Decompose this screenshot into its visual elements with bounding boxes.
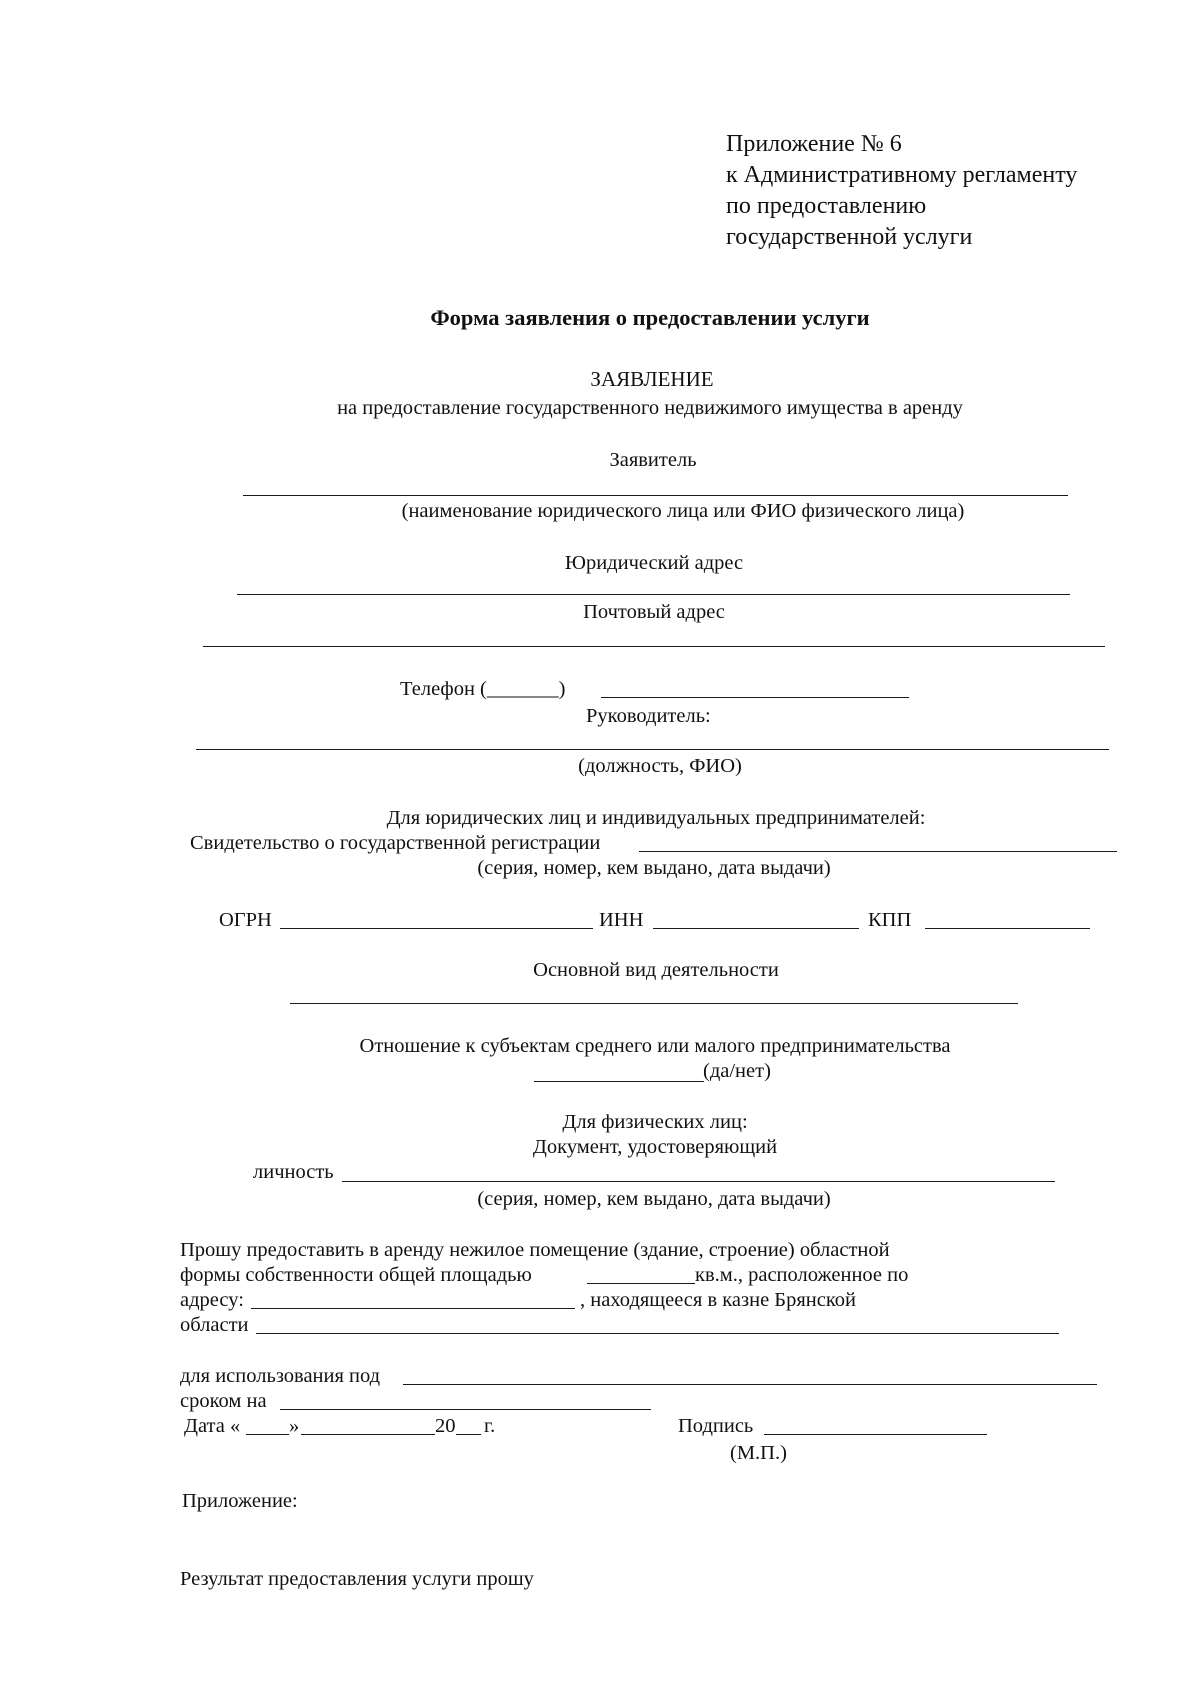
identity-doc-label-2: личность xyxy=(253,1161,334,1183)
head-person-field-line[interactable] xyxy=(196,749,1109,750)
applicant-label: Заявитель xyxy=(609,449,697,471)
ogrn-label: ОГРН xyxy=(219,909,272,931)
kpp-label: КПП xyxy=(868,909,912,931)
request-line-2a: формы собственности общей площадью xyxy=(180,1264,532,1286)
address-field-line[interactable] xyxy=(251,1308,575,1309)
date-year-suffix: г. xyxy=(484,1415,496,1437)
ogrn-field-line[interactable] xyxy=(280,928,593,929)
signature-field-line[interactable] xyxy=(764,1434,987,1435)
term-field-line[interactable] xyxy=(280,1409,651,1410)
date-day-field-line[interactable] xyxy=(246,1434,289,1435)
request-line-4: области xyxy=(180,1314,249,1336)
statement-heading: ЗАЯВЛЕНИЕ xyxy=(590,367,714,391)
head-person-hint: (должность, ФИО) xyxy=(578,755,742,777)
form-title: Форма заявления о предоставлении услуги xyxy=(430,305,870,330)
usage-field-line[interactable] xyxy=(403,1384,1097,1385)
term-label: сроком на xyxy=(180,1390,267,1412)
request-line-3b: , находящееся в казне Брянской xyxy=(580,1289,856,1311)
registration-field-line[interactable] xyxy=(639,851,1117,852)
inn-label: ИНН xyxy=(599,909,644,931)
sme-label: Отношение к субъектам среднего или малого предпринимательства xyxy=(359,1035,951,1057)
appendix-line-2: к Административному регламенту xyxy=(726,162,1078,188)
postal-address-label: Почтовый адрес xyxy=(583,601,725,623)
applicant-hint: (наименование юридического лица или ФИО физического лица) xyxy=(401,500,965,522)
legal-address-label: Юридический адрес xyxy=(564,552,744,574)
applicant-field-line[interactable] xyxy=(243,495,1068,496)
date-month-field-line[interactable] xyxy=(301,1434,435,1435)
postal-address-field-line[interactable] xyxy=(203,646,1105,647)
appendix-line-1: Приложение № 6 xyxy=(726,131,902,157)
appendix-line-4: государственной услуги xyxy=(726,224,973,250)
sme-answer-hint: (да/нет) xyxy=(703,1060,771,1082)
identity-doc-label-1: Документ, удостоверяющий xyxy=(532,1136,778,1158)
stamp-placeholder: (М.П.) xyxy=(730,1442,787,1464)
statement-subheading: на предоставление государственного недвижимого имущества в аренду xyxy=(337,397,963,419)
sme-field-line[interactable] xyxy=(534,1081,704,1082)
registration-label: Свидетельство о государственной регистрации xyxy=(190,832,601,854)
activity-field-line[interactable] xyxy=(290,1003,1018,1004)
legal-address-field-line[interactable] xyxy=(237,594,1070,595)
region-field-line[interactable] xyxy=(256,1333,1059,1334)
appendix-line-3: по предоставлению xyxy=(726,193,927,219)
request-line-3a: адресу: xyxy=(180,1289,244,1311)
identity-doc-field-line[interactable] xyxy=(342,1181,1055,1182)
activity-label: Основной вид деятельности xyxy=(533,959,779,981)
registration-hint: (серия, номер, кем выдано, дата выдачи) xyxy=(477,857,831,879)
date-quote-close: » xyxy=(289,1415,300,1437)
area-field-line[interactable] xyxy=(587,1283,695,1284)
head-person-label: Руководитель: xyxy=(586,705,711,727)
date-prefix: Дата « xyxy=(184,1415,241,1437)
individuals-heading: Для физических лиц: xyxy=(562,1111,748,1133)
attachment-label: Приложение: xyxy=(182,1490,298,1512)
request-line-1: Прошу предоставить в аренду нежилое помещение (здание, строение) областной xyxy=(180,1239,890,1261)
phone-field-line[interactable] xyxy=(601,697,909,698)
date-year-prefix: 20 xyxy=(435,1415,456,1437)
legal-entities-heading: Для юридических лиц и индивидуальных предпринимателей: xyxy=(386,807,926,829)
phone-label: Телефон (_______) xyxy=(400,678,566,700)
date-year-field-line[interactable] xyxy=(456,1434,481,1435)
request-line-2b: кв.м., расположенное по xyxy=(695,1264,909,1286)
result-label: Результат предоставления услуги прошу xyxy=(180,1568,534,1590)
signature-label: Подпись xyxy=(678,1415,754,1437)
kpp-field-line[interactable] xyxy=(925,928,1090,929)
usage-label: для использования под xyxy=(180,1365,381,1387)
identity-doc-hint: (серия, номер, кем выдано, дата выдачи) xyxy=(477,1188,831,1210)
inn-field-line[interactable] xyxy=(653,928,859,929)
